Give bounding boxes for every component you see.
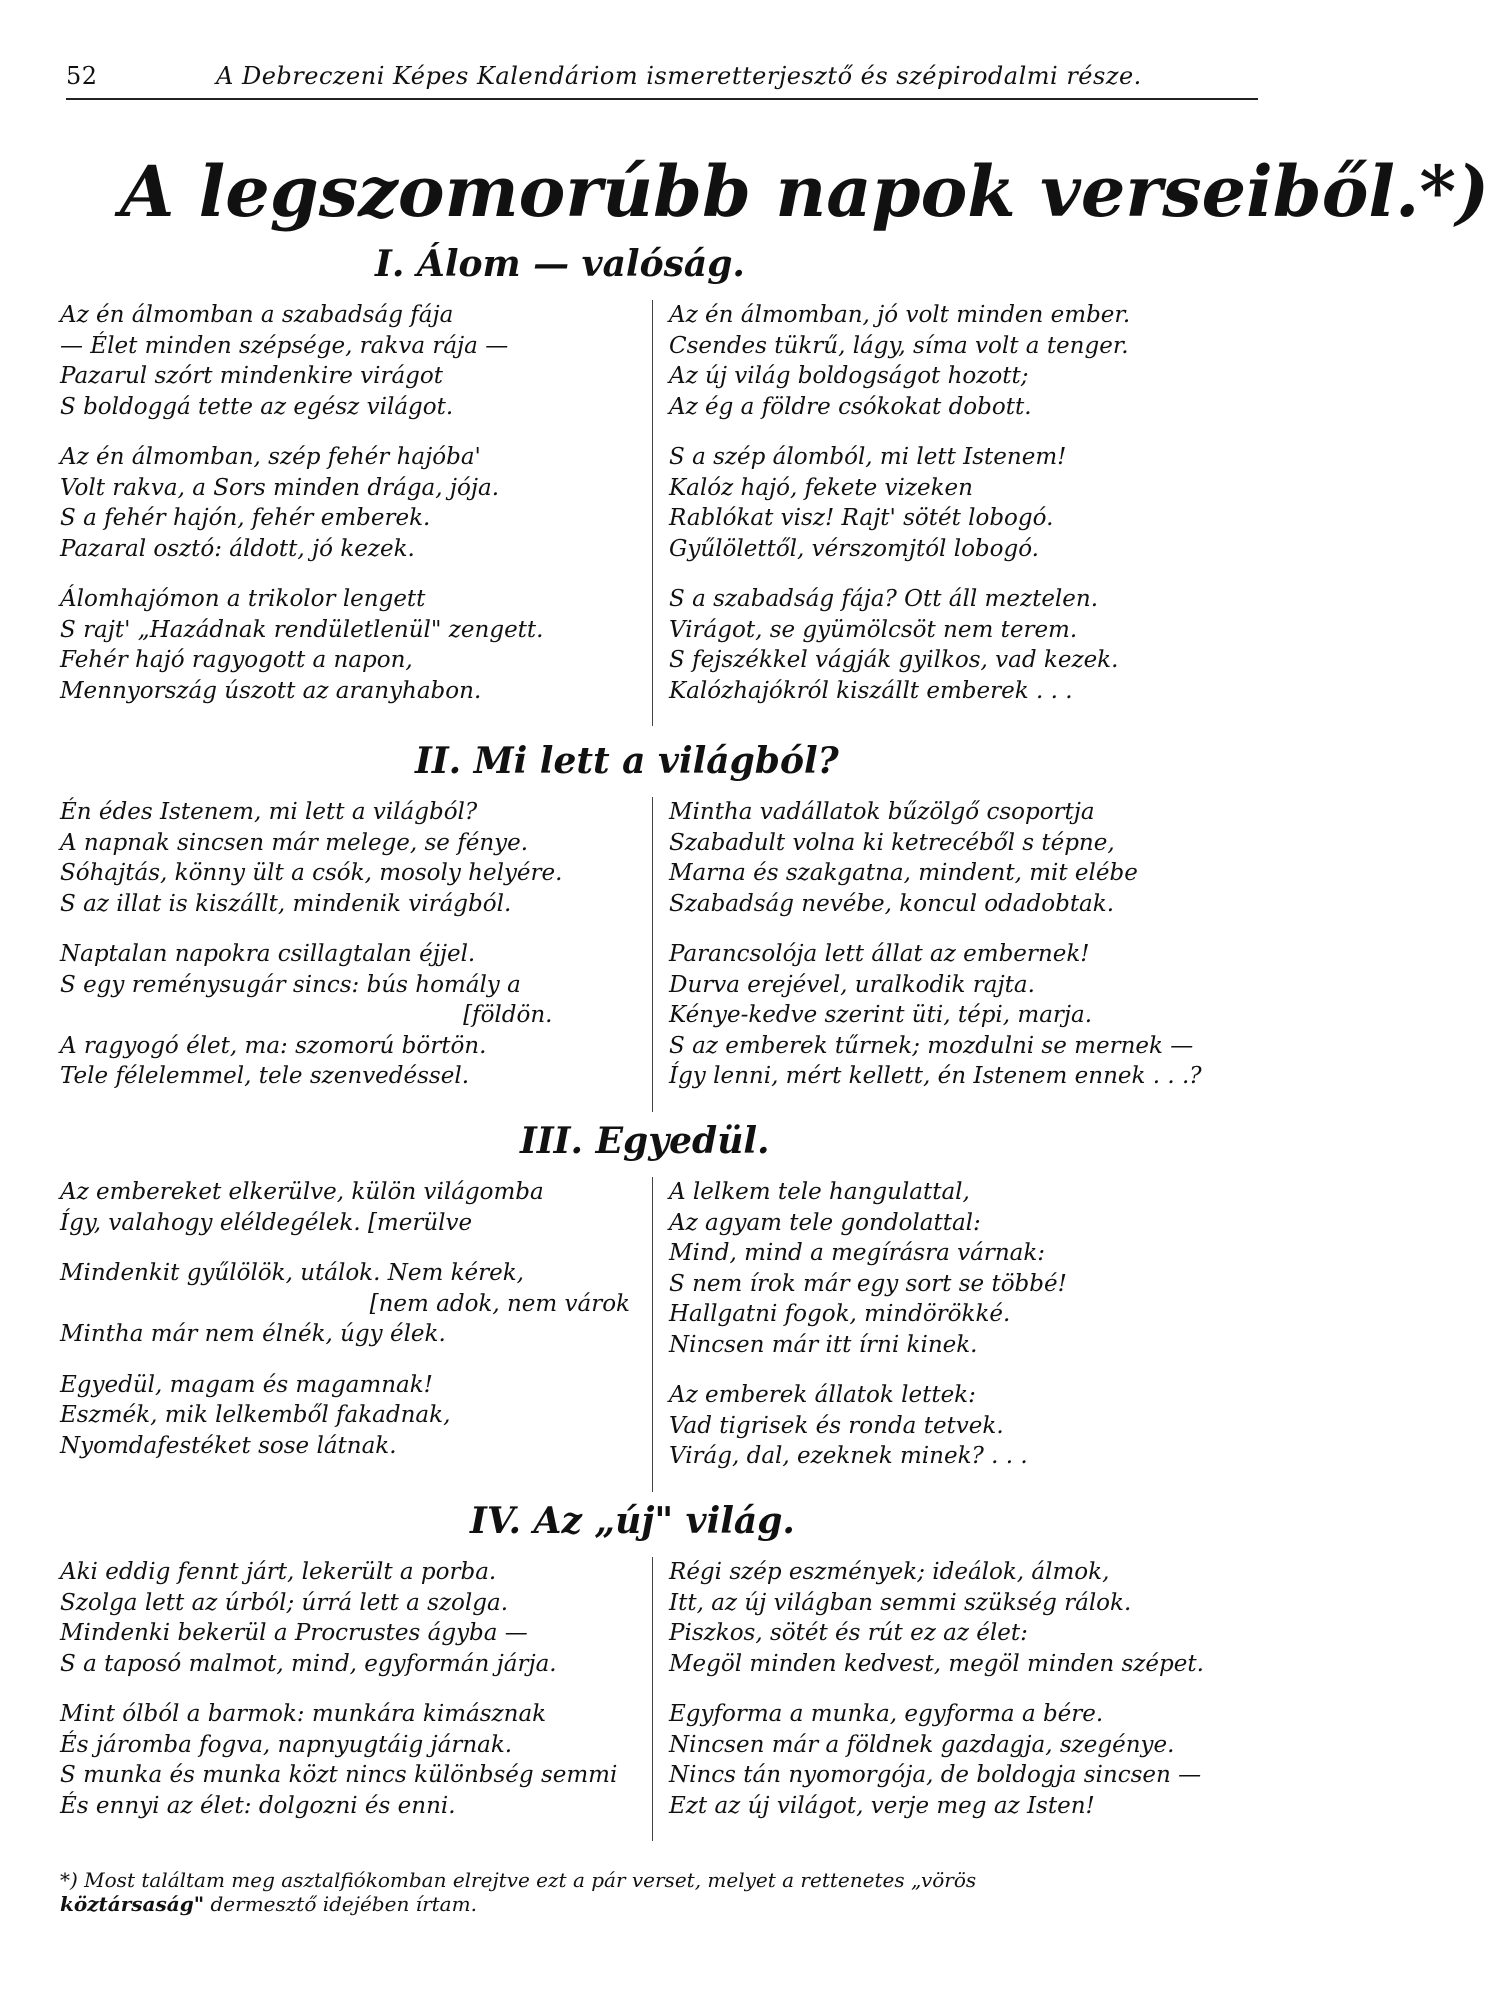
verse-line: És ennyi az élet: dolgozni és enni. bbox=[60, 1792, 456, 1819]
running-title: A Debreczeni Képes Kalendáriom ismeretterjesztő és szépirodalmi része. bbox=[216, 62, 1142, 90]
page-number: 52 bbox=[66, 62, 98, 90]
verse-line: Naptalan napokra csillagtalan éjjel. bbox=[60, 941, 476, 967]
verse-line: Az emberek állatok lettek: bbox=[669, 1382, 976, 1408]
verse-line: Sóhajtás, könny ült a csók, mosoly helyére. bbox=[60, 860, 563, 886]
verse-line: Nyomdafestéket sose látnak. bbox=[60, 1432, 397, 1459]
verse-line: Marna és szakgatna, mindent, mit elébe bbox=[669, 860, 1138, 886]
verse-line: Az embereket elkerülve, külön világomba bbox=[60, 1179, 544, 1205]
verse-line: Tele félelemmel, tele szenvedéssel. bbox=[60, 1063, 470, 1089]
verse-line: Kénye-kedve szerint üti, tépi, marja. bbox=[669, 1002, 1093, 1028]
verse-line: Aki eddig fennt járt, lekerült a porba. bbox=[60, 1559, 497, 1585]
verse-line: Így lenni, mért kellett, én Istenem ennek . . .? bbox=[669, 1063, 1202, 1089]
stanza bbox=[669, 1557, 1204, 1679]
verse-line: Volt rakva, a Sors minden drága, jója. bbox=[60, 474, 500, 501]
verse-line: Mindenki bekerül a Procrustes ágyba — bbox=[60, 1620, 528, 1646]
verse-line: Régi szép eszmények; ideálok, álmok, bbox=[669, 1559, 1110, 1585]
running-header bbox=[66, 56, 1258, 100]
verse-line: Virágot, se gyümölcsöt nem terem. bbox=[669, 616, 1078, 643]
footnote-bold-term: köztársaság" bbox=[60, 1892, 205, 1916]
verse-line: Piszkos, sötét és rút ez az élet: bbox=[669, 1620, 1028, 1646]
section-heading-4: IV. Az „új" világ. bbox=[470, 1500, 795, 1542]
footnote-line-2 bbox=[60, 1892, 1270, 1916]
verse-line: S munka és munka közt nincs különbség semmi bbox=[60, 1762, 618, 1788]
verse-line: Mintha már nem élnék, úgy élek. bbox=[60, 1321, 446, 1347]
verse-line: S a szép álomból, mi lett Istenem! bbox=[669, 444, 1067, 470]
verse-line: Mennyország úszott az aranyhabon. bbox=[60, 677, 482, 704]
verse-line: Fehér hajó ragyogott a napon, bbox=[60, 647, 413, 673]
footnote-line-2-rest: dermesztő idejében írtam. bbox=[204, 1892, 477, 1916]
stanza bbox=[60, 442, 543, 564]
verse-line: Az agyam tele gondolattal: bbox=[669, 1209, 981, 1236]
section-3-right-column bbox=[652, 1177, 1067, 1492]
verse-line: Szabadság nevébe, koncul odadobtak. bbox=[669, 890, 1115, 917]
verse-line: Mind, mind a megírásra várnak: bbox=[669, 1240, 1046, 1266]
page-title: A legszomorúbb napok verseiből.*) bbox=[120, 150, 1489, 233]
verse-line: Mindenkit gyűlölök, utálok. Nem kérek, bbox=[60, 1260, 524, 1286]
verse-line: [földön. bbox=[463, 1002, 553, 1028]
verse-line: És járomba fogva, napnyugtáig járnak. bbox=[60, 1731, 513, 1758]
verse-line: Az új világ boldogságot hozott; bbox=[669, 363, 1029, 389]
stanza bbox=[60, 1699, 617, 1821]
stanza bbox=[60, 1177, 640, 1238]
section-4-right-column bbox=[652, 1557, 1204, 1841]
verse-line: Nincs tán nyomorgója, de boldogja sincsen — bbox=[669, 1762, 1202, 1788]
section-heading-3: III. Egyedül. bbox=[520, 1120, 770, 1162]
verse-line: Egyforma a munka, egyforma a bére. bbox=[669, 1701, 1104, 1727]
footnote bbox=[60, 1868, 1270, 1916]
verse-line: S a taposó malmot, mind, egyformán járja. bbox=[60, 1650, 557, 1677]
stanza bbox=[60, 1258, 640, 1350]
verse-line: S a fehér hajón, fehér emberek. bbox=[60, 505, 431, 531]
stanza bbox=[60, 1557, 617, 1679]
stanza bbox=[669, 300, 1130, 422]
verse-line: S nem írok már egy sort se többé! bbox=[669, 1270, 1067, 1297]
verse-line: Mint ólból a barmok: munkára kimásznak bbox=[60, 1701, 547, 1727]
section-1-right-column bbox=[652, 300, 1130, 726]
verse-line: Ezt az új világot, verje meg az Isten! bbox=[669, 1792, 1095, 1819]
verse-line: Kalóz hajó, fekete vizeken bbox=[669, 474, 973, 501]
verse-line: S rajt' „Hazádnak rendületlenül" zengett. bbox=[60, 616, 544, 643]
verse-line: S egy reménysugár sincs: bús homály a bbox=[60, 971, 521, 998]
verse-line: Eszmék, mik lelkemből fakadnak, bbox=[60, 1402, 451, 1428]
stanza bbox=[669, 797, 1202, 919]
stanza bbox=[669, 939, 1202, 1092]
verse-line: Pazaral osztó: áldott, jó kezek. bbox=[60, 535, 415, 562]
verse-line: Szabadult volna ki ketrecéből s tépne, bbox=[669, 829, 1115, 856]
verse-line: Itt, az új világban semmi szükség rálok. bbox=[669, 1589, 1132, 1616]
stanza bbox=[669, 1380, 1067, 1472]
verse-line: Rablókat visz! Rajt' sötét lobogó. bbox=[669, 505, 1054, 531]
section-2-right-column bbox=[652, 797, 1202, 1112]
section-1-left-column bbox=[60, 300, 543, 726]
verse-line: Az én álmomban, jó volt minden ember. bbox=[669, 302, 1131, 328]
section-2-left-column bbox=[60, 797, 562, 1112]
stanza bbox=[60, 584, 543, 706]
verse-line: Az ég a földre csókokat dobott. bbox=[669, 393, 1032, 420]
verse-line: A ragyogó élet, ma: szomorú börtön. bbox=[60, 1032, 487, 1059]
stanza bbox=[60, 797, 562, 919]
stanza bbox=[60, 939, 562, 1092]
verse-line: Én édes Istenem, mi lett a világból? bbox=[60, 799, 478, 825]
verse-line: Szolga lett az úrból; úrrá lett a szolga. bbox=[60, 1589, 509, 1616]
header-rule bbox=[66, 98, 1258, 100]
verse-line: A lelkem tele hangulattal, bbox=[669, 1179, 970, 1205]
verse-line: S a szabadság fája? Ott áll meztelen. bbox=[669, 586, 1099, 612]
verse-line: Durva erejével, uralkodik rajta. bbox=[669, 971, 1035, 998]
verse-line: Álomhajómon a trikolor lengett bbox=[60, 586, 426, 612]
verse-line: S boldoggá tette az egész világot. bbox=[60, 393, 454, 420]
verse-line: Virág, dal, ezeknek minek? . . . bbox=[669, 1443, 1028, 1469]
verse-line: Megöl minden kedvest, megöl minden szépet. bbox=[669, 1650, 1204, 1677]
verse-line: S az emberek tűrnek; mozdulni se mernek — bbox=[669, 1032, 1194, 1059]
verse-line: Csendes tükrű, lágy, síma volt a tenger. bbox=[669, 332, 1129, 359]
verse-line: A napnak sincsen már melege, se fénye. bbox=[60, 829, 529, 856]
verse-line: Így, valahogy eléldegélek. [merülve bbox=[60, 1209, 473, 1236]
verse-line: Egyedül, magam és magamnak! bbox=[60, 1371, 433, 1398]
stanza bbox=[669, 1177, 1067, 1360]
stanza bbox=[669, 1699, 1204, 1821]
verse-line: Kalózhajókról kiszállt emberek . . . bbox=[669, 677, 1073, 704]
verse-line: Az én álmomban, szép fehér hajóba' bbox=[60, 444, 481, 470]
section-3-left-column bbox=[60, 1177, 640, 1481]
stanza bbox=[669, 584, 1130, 706]
stanza bbox=[60, 300, 543, 422]
verse-line: Parancsolója lett állat az embernek! bbox=[669, 941, 1090, 967]
stanza bbox=[60, 1370, 640, 1462]
verse-line: Pazarul szórt mindenkire virágot bbox=[60, 363, 443, 389]
verse-line: — Élet minden szépsége, rakva rája — bbox=[60, 332, 509, 359]
verse-line: S az illat is kiszállt, mindenik virágból. bbox=[60, 890, 512, 917]
verse-line: Hallgatni fogok, mindörökké. bbox=[669, 1301, 1011, 1327]
section-heading-2: II. Mi lett a világból? bbox=[415, 740, 839, 782]
verse-line: Gyűlölettől, vérszomjtól lobogó. bbox=[669, 535, 1039, 562]
verse-line: Mintha vadállatok bűzölgő csoportja bbox=[669, 799, 1095, 825]
verse-line: S fejszékkel vágják gyilkos, vad kezek. bbox=[669, 647, 1119, 673]
section-heading-1: I. Álom — valóság. bbox=[375, 243, 745, 285]
section-4-left-column bbox=[60, 1557, 617, 1841]
stanza bbox=[669, 442, 1130, 564]
verse-line: Az én álmomban a szabadság fája bbox=[60, 302, 454, 328]
verse-line: Nincsen már itt írni kinek. bbox=[669, 1331, 978, 1358]
footnote-line-1: *) Most találtam meg asztalfiókomban elrejtve ezt a pár verset, melyet a rettenetes „vörös bbox=[60, 1868, 977, 1892]
verse-line: Nincsen már a földnek gazdagja, szegénye. bbox=[669, 1731, 1175, 1758]
verse-line: [nem adok, nem várok bbox=[369, 1290, 630, 1317]
verse-line: Vad tigrisek és ronda tetvek. bbox=[669, 1412, 1004, 1439]
